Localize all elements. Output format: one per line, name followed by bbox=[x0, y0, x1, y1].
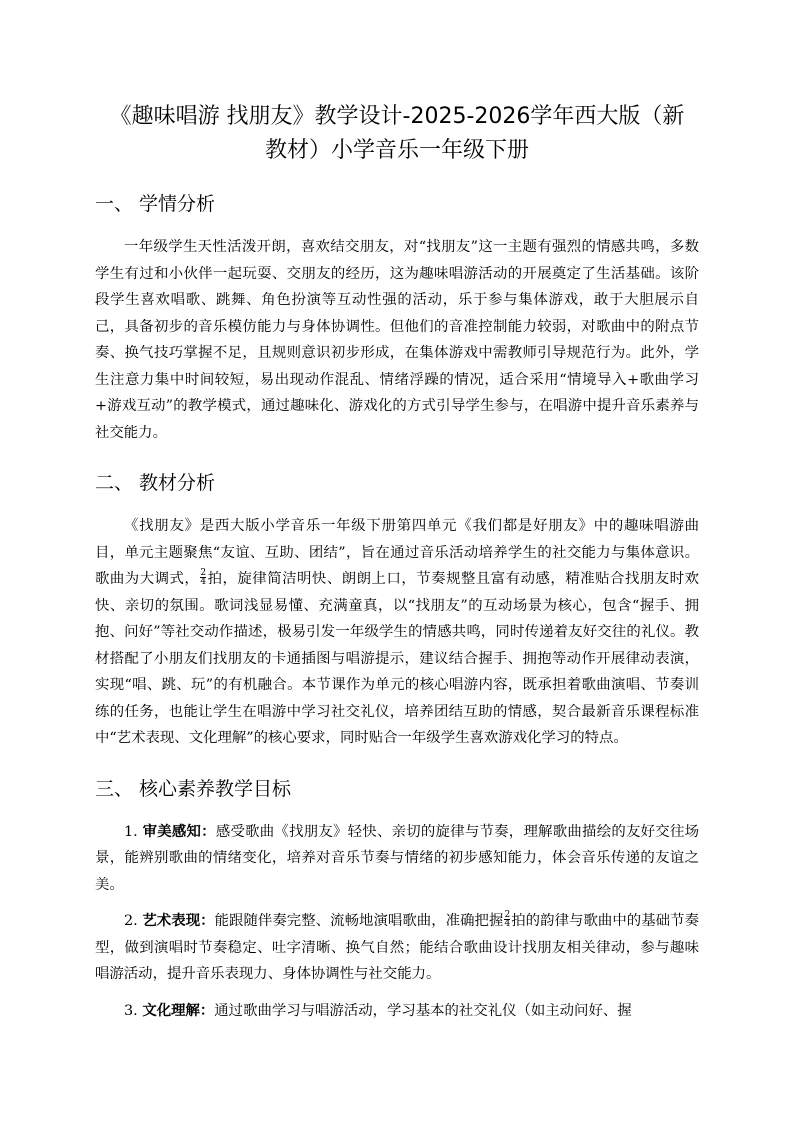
section-textbook-analysis bbox=[95, 470, 699, 752]
document-title bbox=[95, 100, 699, 168]
section-heading: 一、 学情分析 bbox=[95, 193, 216, 215]
fraction-numerator: 2 bbox=[504, 909, 511, 920]
goal-text: 感受歌曲《找朋友》轻快、亲切的旋律与节奏，理解歌曲描绘的友好交往场景，能辨别歌曲的情绪变化，培养对音乐节奏与情绪的初步感知能力，体会音乐传递的友谊之美。 bbox=[95, 823, 699, 893]
goal-number: 2. bbox=[124, 913, 143, 929]
goal-item bbox=[95, 998, 699, 1025]
time-signature-fraction bbox=[200, 569, 206, 586]
section-paragraph bbox=[95, 513, 699, 752]
goal-label: 审美感知： bbox=[142, 823, 216, 840]
section-heading: 三、 核心素养教学目标 bbox=[95, 777, 292, 800]
goal-number: 1. bbox=[124, 823, 143, 840]
goal-text: 通过歌曲学习与唱游活动，学习基本的社交礼仪（如主动问好、握 bbox=[214, 1002, 632, 1019]
section-paragraph: 一年级学生天性活泼开朗，喜欢结交朋友，对“找朋友”这一主题有强烈的情感共鸣，多数学生有过和小伙伴一起玩耍、交朋友的经历，这为趣味唱游活动的开展奠定了生活基础。该阶段学生喜欢唱歌、跳舞、角色扮演等互动性强的活动，乐于参与集体游戏，敢于大胆展示自己，具备初步的音乐模仿能力与身体协调性。但他们的音准控制能力较弱，对歌曲中的附点节奏、换气技巧掌握不足，且规则意识初步形成，在集体游戏中需教师引导规范行为。此外，学生注意力集中时间较短，易出现动作混乱、情绪浮躁的情况，适合采用“情境导入+歌曲学习+游戏互动”的教学模式，通过趣味化、游戏化的方式引导学生参与，在唱游中提升音乐素养与社交能力。 bbox=[95, 239, 699, 441]
goal-text: 能跟随伴奏完整、流畅地演唱歌曲，准确把握 bbox=[214, 913, 504, 929]
goal-item bbox=[95, 908, 699, 988]
title-line-1: 《趣味唱游 找朋友》教学设计-2025-2026学年西大版（新 bbox=[109, 104, 685, 129]
paragraph-text: 《找朋友》是西大版小学音乐一年级下册第四单元《我们都是好朋友》中的趣味唱游曲目，单元主题聚焦“友谊、互助、团结”，旨在通过音乐活动培养学生的社交能力与集体意识。歌曲为大调式， bbox=[95, 518, 699, 587]
title-line-2: 教材）小学音乐一年级下册 bbox=[264, 138, 529, 163]
goal-label: 文化理解： bbox=[142, 1002, 215, 1019]
goal-item bbox=[95, 819, 699, 899]
fraction-denominator: 4 bbox=[504, 918, 511, 929]
goal-label: 艺术表现： bbox=[142, 913, 215, 929]
goal-text: 拍的韵律与歌曲中的基础节奏型，做到演唱时节奏稳定、吐字清晰、换气自然；能结合歌曲设计找朋友相关律动，参与趣味唱游活动，提升音乐表现力、身体协调性与社交能力。 bbox=[95, 913, 699, 982]
fraction-denominator: 4 bbox=[200, 576, 207, 587]
time-signature-fraction bbox=[504, 911, 510, 928]
section-student-analysis bbox=[95, 191, 699, 446]
paragraph-text: 拍，旋律简洁明快、朗朗上口，节奏规整且富有动感，精准贴合找朋友时欢快、亲切的氛围。歌词浅显易懂、充满童真，以“找朋友”的互动场景为核心，包含“握手、拥抱、问好”等社交动作描述，极易引发一年级学生的情感共鸣，同时传递着友好交往的礼仪。教材搭配了小朋友们找朋友的卡通插图与唱游提示，建议结合握手、拥抱等动作开展律动表演，实现“唱、跳、玩”的有机融合。本节课作为单元的核心唱游内容，既承担着歌曲演唱、节奏训练的任务，也能让学生在唱游中学习社交礼仪，培养团结互助的情感，契合最新音乐课程标准中“艺术表现、文化理解”的核心要求，同时贴合一年级学生喜欢游戏化学习的特点。 bbox=[95, 571, 699, 746]
section-core-goals bbox=[95, 776, 699, 1025]
section-heading: 二、 教材分析 bbox=[95, 472, 216, 494]
fraction-numerator: 2 bbox=[200, 567, 207, 578]
goal-number: 3. bbox=[124, 1002, 143, 1019]
